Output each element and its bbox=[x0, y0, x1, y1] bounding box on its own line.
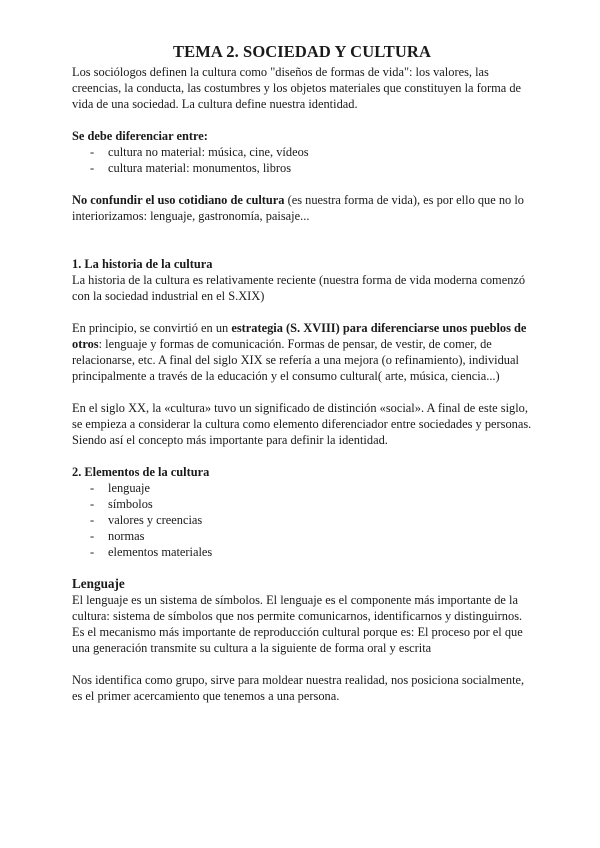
historia-p2-after: : lenguaje y formas de comunicación. Formas de pensar, de vestir, de comer, de relacionarse, etc. A final del siglo XIX se refería a una mejora (o refinamiento), individual principalmente a través de la educación y el consumo cultural( arte, música, ciencia...) bbox=[72, 337, 519, 383]
diferenciar-list bbox=[72, 144, 532, 176]
list-item: - valores y creencias bbox=[90, 512, 532, 528]
spacer bbox=[72, 176, 532, 192]
historia-p2-bold: estrategia (S. XVIII) para diferenciarse unos pueblos de otros bbox=[72, 321, 527, 351]
list-item: - lenguaje bbox=[90, 480, 532, 496]
list-item: - símbolos bbox=[90, 496, 532, 512]
spacer bbox=[72, 448, 532, 464]
diferenciar-heading: Se debe diferenciar entre: bbox=[72, 129, 208, 143]
confundir-bold: No confundir el uso cotidiano de cultura bbox=[72, 193, 285, 207]
list-item: - cultura material: monumentos, libros bbox=[90, 160, 532, 176]
lenguaje-heading: Lenguaje bbox=[72, 576, 125, 591]
intro-paragraph: Los sociólogos definen la cultura como "diseños de formas de vida": los valores, las creencias, la conducta, las costumbres y los objetos materiales que constituyen la forma de vida de una sociedad. La cultura define nuestra identidad. bbox=[72, 65, 522, 111]
spacer bbox=[72, 304, 532, 320]
elementos-heading: 2. Elementos de la cultura bbox=[72, 465, 210, 479]
confundir-paragraph bbox=[72, 192, 532, 224]
historia-paragraph-1: La historia de la cultura es relativamente reciente (nuestra forma de vida moderna comenzó con la sociedad industrial en el S.XIX) bbox=[72, 273, 526, 303]
elementos-list bbox=[72, 480, 532, 560]
historia-heading: 1. La historia de la cultura bbox=[72, 257, 213, 271]
spacer bbox=[72, 384, 532, 400]
spacer bbox=[72, 224, 532, 256]
list-item: - normas bbox=[90, 528, 532, 544]
historia-paragraph-2 bbox=[72, 320, 532, 384]
list-item: - elementos materiales bbox=[90, 544, 532, 560]
historia-paragraph-3: En el siglo XX, la «cultura» tuvo un significado de distinción «social». A final de este siglo, se empieza a considerar la cultura como elemento diferenciador entre sociedades y personas. Siendo así el concepto más importante para definir la identidad. bbox=[72, 401, 532, 447]
lenguaje-paragraph-1: El lenguaje es un sistema de símbolos. El lenguaje es el componente más importante de la cultura: sistema de símbolos que nos permite comunicarnos, identificarnos y distinguirnos. Es el mecanismo más importante de reproducción cultural porque es: El proceso por el que una generación transmite su cultura a la siguiente de forma oral y escrita bbox=[72, 593, 523, 655]
historia-p2-before: En principio, se convirtió en un bbox=[72, 321, 232, 335]
list-item: - cultura no material: música, cine, vídeos bbox=[90, 144, 532, 160]
lenguaje-paragraph-2: Nos identifica como grupo, sirve para moldear nuestra realidad, nos posiciona socialmente, es el primer acercamiento que tenemos a una persona. bbox=[72, 673, 525, 703]
spacer bbox=[72, 560, 532, 576]
document-title: TEMA 2. SOCIEDAD Y CULTURA bbox=[173, 42, 431, 61]
spacer bbox=[72, 112, 532, 128]
confundir-rest: (es nuestra forma de vida), es por ello que no lo interiorizamos: lenguaje, gastronomía, paisaje... bbox=[72, 193, 524, 223]
spacer bbox=[72, 656, 532, 672]
